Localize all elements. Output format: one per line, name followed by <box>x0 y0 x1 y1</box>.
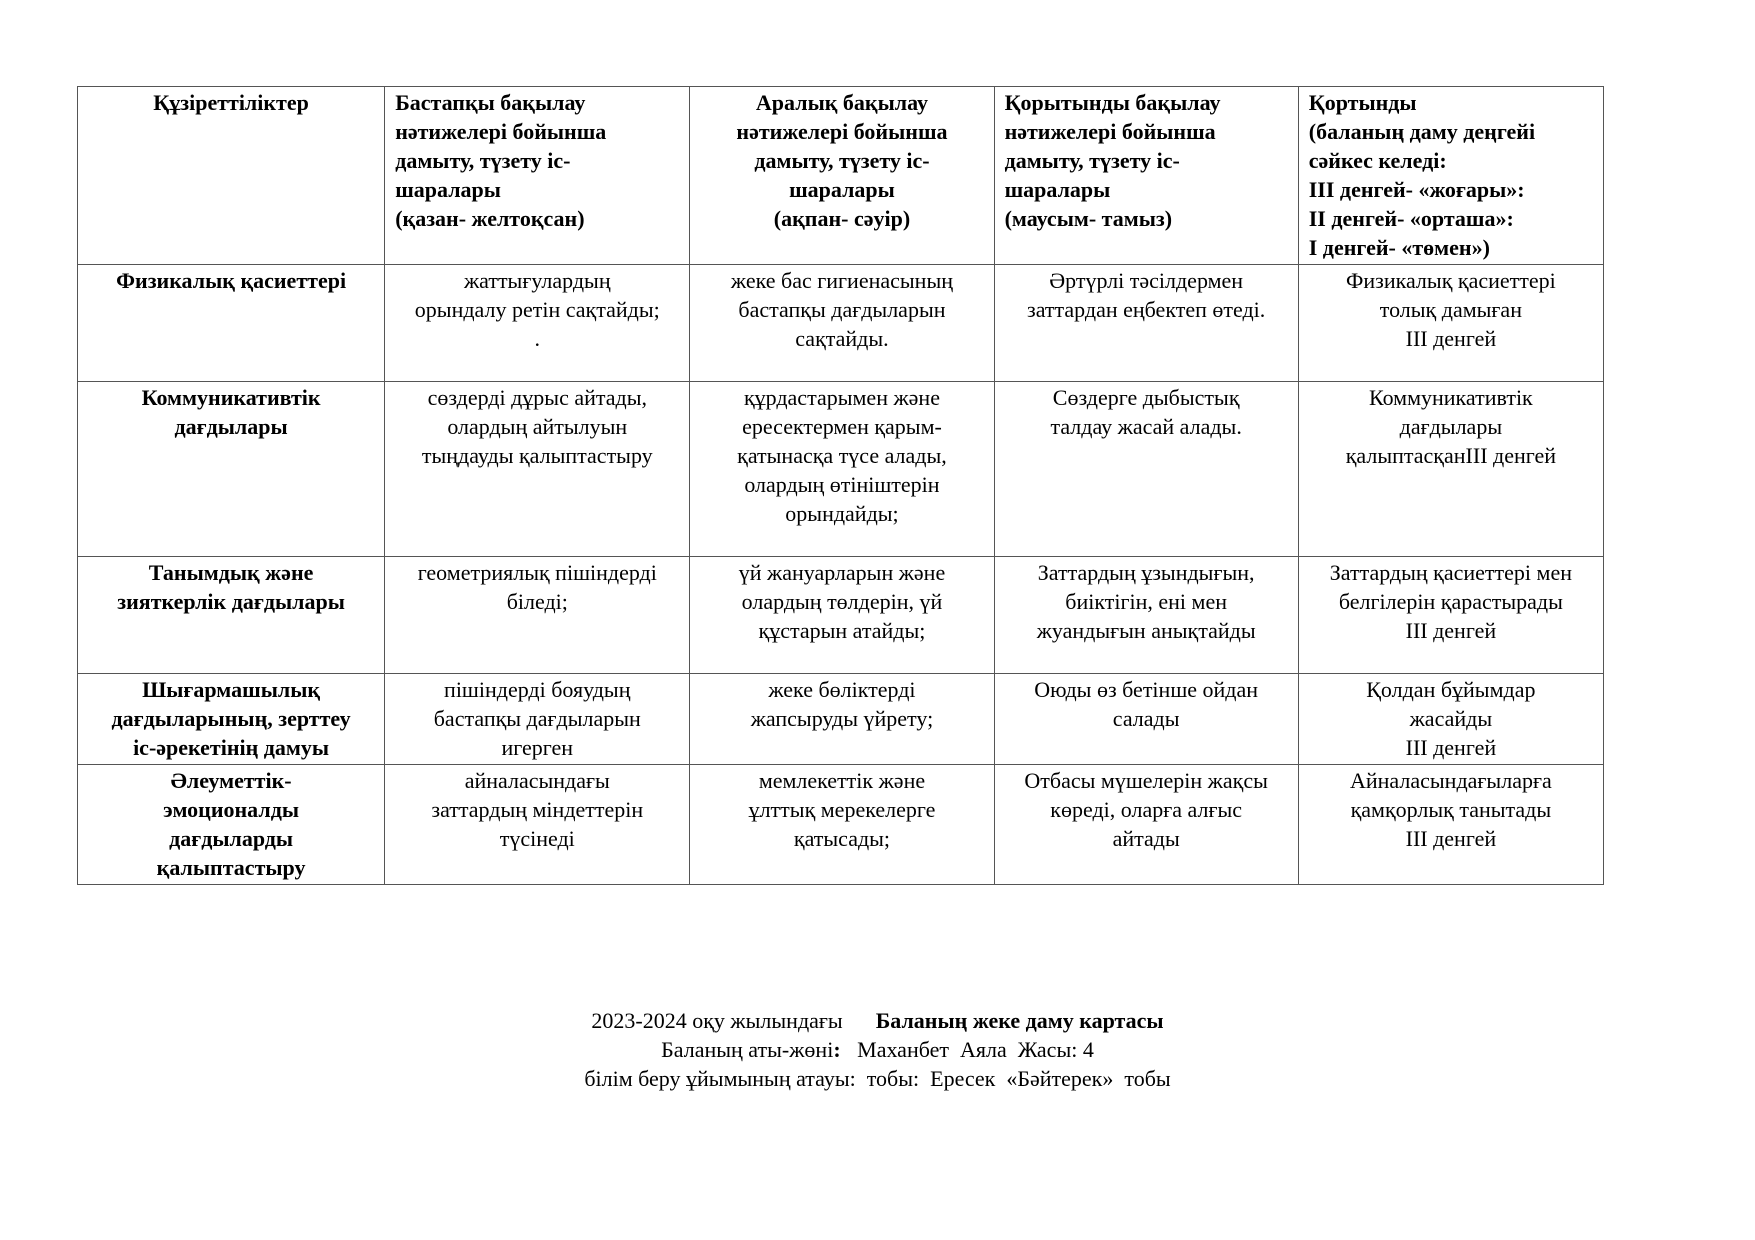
conclusion-cell: Физикалық қасиеттері толық дамыған ІІІ денгей <box>1298 265 1603 382</box>
card-title: Баланың жеке даму картасы <box>875 1008 1164 1033</box>
header-final-control: Қорытынды бақылау нәтижелері бойынша дамыту, түзету іс- шаралары (маусым- тамыз) <box>994 87 1298 265</box>
academic-year-text: 2023-2024 оқу жылындағы <box>591 1008 843 1033</box>
header-intermediate-control: Аралық бақылау нәтижелері бойынша дамыту, түзету іс- шаралары (ақпан- сәуір) <box>690 87 994 265</box>
conclusion-cell: Айналасындағыларға қамқорлық танытады ІІІ денгей <box>1298 765 1603 885</box>
table-row <box>78 557 1604 674</box>
child-age: Жасы: 4 <box>1017 1037 1094 1062</box>
initial-cell: жаттығулардың орындалу ретін сақтайды; . <box>385 265 690 382</box>
intermediate-cell: үй жануарларын және олардың төлдерін, үй құстарын атайды; <box>690 557 994 674</box>
table-header-row <box>78 87 1604 265</box>
child-name-colon: : <box>833 1037 841 1062</box>
table-row <box>78 382 1604 557</box>
table-row <box>78 765 1604 885</box>
intermediate-cell: құрдастарымен және ересектермен қарым- қатынасқа түсе алады, олардың өтініштерін орындайды; <box>690 382 994 557</box>
header-competencies: Құзіреттіліктер <box>78 87 385 265</box>
header-initial-control: Бастапқы бақылау нәтижелері бойынша дамыту, түзету іс- шаралары (қазан- желтоқсан) <box>385 87 690 265</box>
initial-cell: геометриялық пішіндерді біледі; <box>385 557 690 674</box>
competency-cell: Коммуникативтік дағдылары <box>78 382 385 557</box>
initial-cell: айналасындағы заттардың міндеттерін түсінеді <box>385 765 690 885</box>
final-cell: Әртүрлі тәсілдермен заттардан еңбектеп өтеді. <box>994 265 1298 382</box>
competency-cell: Танымдық және зияткерлік дағдылары <box>78 557 385 674</box>
initial-cell: сөздерді дұрыс айтады, олардың айтылуын тыңдауды қалыптастыру <box>385 382 690 557</box>
card-title-line <box>0 1006 1755 1035</box>
group-text: тобы: Ересек «Бәйтерек» тобы <box>866 1066 1171 1091</box>
competency-cell: Физикалық қасиеттері <box>78 265 385 382</box>
development-table <box>77 86 1604 885</box>
final-cell: Заттардың ұзындығын, биіктігін, ені мен жуандығын анықтайды <box>994 557 1298 674</box>
header-conclusion: Қортынды (баланың даму деңгейі сәйкес келеді: ІІІ денгей- «жоғары»: ІІ денгей- «орташа»: І денгей- «төмен») <box>1298 87 1603 265</box>
final-cell: Отбасы мүшелерін жақсы көреді, оларға алғыс айтады <box>994 765 1298 885</box>
conclusion-cell: Коммуникативтік дағдылары қалыптасқанІІІ денгей <box>1298 382 1603 557</box>
final-cell: Сөздерге дыбыстық талдау жасай алады. <box>994 382 1298 557</box>
intermediate-cell: мемлекеттік және ұлттық мерекелерге қатысады; <box>690 765 994 885</box>
child-name-label: Баланың аты-жөні <box>661 1037 834 1062</box>
table-row <box>78 265 1604 382</box>
card-footer <box>0 1006 1755 1093</box>
child-name-value: Маханбет Аяла <box>857 1037 1007 1062</box>
competency-cell: Шығармашылық дағдыларының, зерттеу іс-әрекетінің дамуы <box>78 674 385 765</box>
conclusion-cell: Заттардың қасиеттері мен белгілерін қарастырады ІІІ денгей <box>1298 557 1603 674</box>
child-info-line <box>0 1035 1755 1064</box>
organization-line <box>0 1064 1755 1093</box>
table-row <box>78 674 1604 765</box>
initial-cell: пішіндерді бояудың бастапқы дағдыларын игерген <box>385 674 690 765</box>
competency-cell: Әлеуметтік- эмоционалды дағдыларды қалыптастыру <box>78 765 385 885</box>
final-cell: Оюды өз бетінше ойдан салады <box>994 674 1298 765</box>
intermediate-cell: жеке бөліктерді жапсыруды үйрету; <box>690 674 994 765</box>
organization-label: білім беру ұйымының атауы: <box>584 1066 856 1091</box>
intermediate-cell: жеке бас гигиенасының бастапқы дағдыларын сақтайды. <box>690 265 994 382</box>
conclusion-cell: Қолдан бұйымдар жасайды ІІІ денгей <box>1298 674 1603 765</box>
